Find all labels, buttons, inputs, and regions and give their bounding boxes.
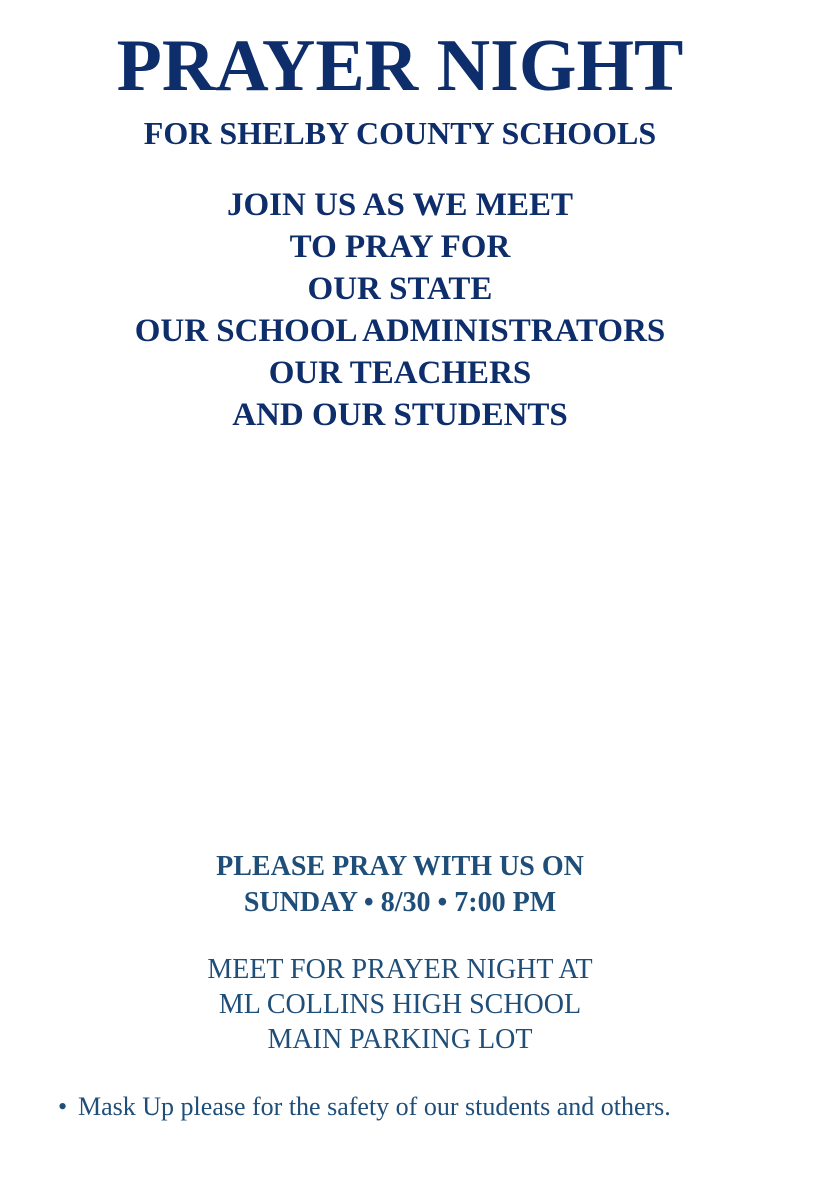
mask-note-text: Mask Up please for the safety of our students and others. — [78, 1092, 671, 1121]
invitation-line: TO PRAY FOR — [289, 229, 511, 265]
bullet-icon: • — [58, 1092, 68, 1121]
page-title: PRAYER NIGHT — [116, 25, 684, 107]
mask-note — [58, 1090, 818, 1124]
location-school: ML COLLINS HIGH SCHOOL — [218, 989, 582, 1020]
invitation-list — [0, 184, 800, 436]
invitation-line: OUR STATE — [307, 271, 493, 307]
invitation-line: OUR TEACHERS — [268, 355, 532, 391]
event-location — [0, 952, 800, 1057]
location-heading: MEET FOR PRAYER NIGHT AT — [207, 954, 593, 985]
location-lot: MAIN PARKING LOT — [267, 1024, 533, 1055]
page-subtitle: FOR SHELBY COUNTY SCHOOLS — [143, 115, 657, 151]
invitation-line: AND OUR STUDENTS — [232, 397, 568, 433]
invitation-line: JOIN US AS WE MEET — [227, 187, 573, 223]
event-date-time: SUNDAY • 8/30 • 7:00 PM — [243, 887, 557, 918]
event-heading: PLEASE PRAY WITH US ON — [216, 851, 584, 882]
event-details — [0, 849, 800, 921]
invitation-line: OUR SCHOOL ADMINISTRATORS — [134, 313, 666, 349]
